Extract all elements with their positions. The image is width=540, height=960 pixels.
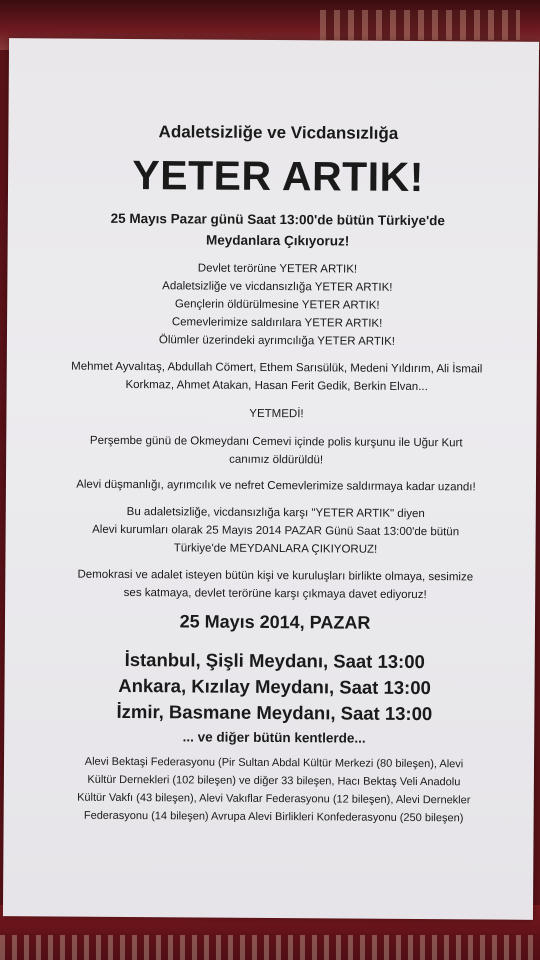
signatories-line-2: Kültür Dernekleri (102 bileşen) ve diğer 33 bileşen, Hacı Bektaş Veli Anadolu	[87, 773, 461, 789]
signatories-line-4: Federasyonu (14 bileşen) Avrupa Alevi Birlikleri Konfederasyonu (250 bileşen)	[83, 809, 464, 825]
call-line-1: Bu adaletsizliğe, vicdansızlığa karşı "YETER ARTIK" diyen	[126, 505, 425, 521]
slogan-2: Adaletsizliğe ve vicdansızlığa YETER ARTIK!	[162, 280, 393, 294]
incident-line-2: canımız öldürüldü!	[229, 453, 324, 467]
event-date: 25 Mayıs 2014, PAZAR	[179, 611, 371, 633]
carpet-pattern-bottom	[0, 935, 540, 960]
slogan-1: Devlet terörüne YETER ARTIK!	[197, 262, 358, 276]
location-izmir: İzmir, Basmane Meydanı, Saat 13:00	[116, 700, 433, 725]
invite-line-2: ses katmaya, devlet terörüne karşı çıkmaya davet ediyoruz!	[123, 586, 427, 602]
victims-line-1: Mehmet Ayvalıtaş, Abdullah Cömert, Ethem Sarısülük, Medeni Yıldırım, Ali İsmail	[71, 360, 483, 376]
incident-line-1: Perşembe günü de Okmeydanı Cemevi içinde polis kurşunu ile Uğur Kurt	[89, 434, 463, 450]
subtitle-line-2: Meydanlara Çıkıyoruz!	[205, 232, 350, 249]
slogan-5: Ölümler üzerindeki ayrımcılığa YETER ARTIK!	[158, 334, 396, 348]
call-line-3: Türkiye'de MEYDANLARA ÇIKIYORUZ!	[173, 542, 378, 556]
signatories-line-1: Alevi Bektaşi Federasyonu (Pir Sultan Abdal Kültür Merkezi (80 bileşen), Alevi	[84, 755, 464, 771]
call-line-2: Alevi kurumları olarak 25 Mayıs 2014 PAZAR Günü Saat 13:00'de bütün	[92, 523, 460, 539]
slogan-4: Cemevlerimize saldırılara YETER ARTIK!	[171, 316, 383, 330]
victims-line-2: Korkmaz, Ahmet Atakan, Hasan Ferit Gedik, Berkin Elvan...	[125, 378, 428, 394]
flyer-paper	[3, 38, 539, 920]
location-istanbul: İstanbul, Şişli Meydanı, Saat 13:00	[124, 648, 425, 673]
yetmedi-text: YETMEDİ!	[249, 407, 304, 421]
hostility-text: Alevi düşmanlığı, ayrımcılık ve nefret Cemevlerimize saldırmaya kadar uzandı!	[76, 478, 476, 494]
location-ankara: Ankara, Kızılay Meydanı, Saat 13:00	[118, 674, 431, 699]
subtitle-line-1: 25 Mayıs Pazar günü Saat 13:00'de bütün Türkiye'de	[110, 210, 446, 229]
other-cities: ... ve diğer bütün kentlerde...	[182, 729, 366, 746]
headline: Adaletsizliğe ve Vicdansızlığa	[158, 122, 399, 143]
flyer-title: YETER ARTIK!	[132, 152, 425, 201]
slogan-3: Gençlerin öldürülmesine YETER ARTIK!	[174, 298, 380, 312]
signatories-line-3: Kültür Vakfı (43 bileşen), Alevi Vakıflar Federasyonu (12 bileşen), Alevi Dernekler	[77, 791, 471, 807]
carpet-pattern-top	[320, 10, 520, 40]
invite-line-1: Demokrasi ve adalet isteyen bütün kişi ve kuruluşları birlikte olmaya, sesimize	[77, 568, 474, 584]
